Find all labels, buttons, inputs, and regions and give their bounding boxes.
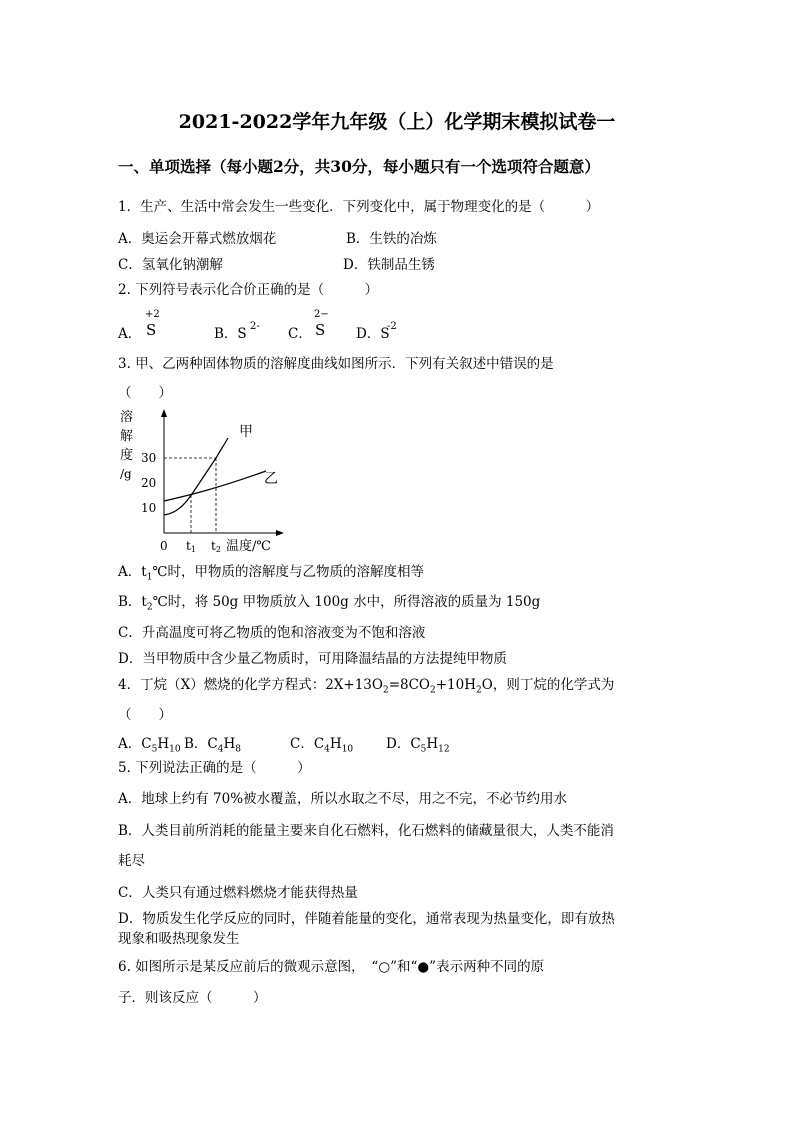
y-axis-label-2: 解 (120, 429, 134, 444)
q4-paren: （ ） (118, 707, 172, 723)
y-tick-20: 20 (141, 476, 157, 490)
q1-option-c: C．氢氧化钠潮解 (118, 257, 223, 273)
q3-paren: （ ） (118, 385, 172, 401)
q2-option-c-symbol: S (315, 321, 326, 339)
x-tick-t2: t2 (211, 539, 221, 554)
q1-option-d: D．铁制品生锈 (343, 257, 435, 273)
solubility-curve-figure (116, 405, 296, 560)
q5-option-b-line1: B．人类目前所消耗的能量主要来自化石燃料，化石燃料的储藏量很大，人类不能消 (118, 823, 614, 839)
curve-label-yi: 乙 (264, 471, 278, 487)
q2-option-a-symbol: S (146, 321, 157, 339)
q1-stem: 1．生产、生活中常会发生一些变化．下列变化中，属于物理变化的是（ ） (118, 199, 600, 215)
x-axis-arrow (276, 530, 284, 536)
q6-stem-line1: 6. 如图所示是某反应前后的微观示意图， “○”和“●”表示两种不同的原 (118, 959, 545, 975)
q6-stem-line2: 子．则该反应（ ） (118, 990, 267, 1006)
q5-stem: 5. 下列说法正确的是（ ） (118, 760, 311, 776)
q3-option-b: B．$t_2℃$时，将 50g 甲物质放入 100g 水中，所得溶液的质量为 150g (118, 594, 541, 613)
y-axis-label-4: /g (120, 467, 132, 481)
curve-jia (164, 438, 228, 515)
q4-option-a: A．$C_5H_{10}$ (118, 736, 181, 755)
curve-yi (164, 471, 266, 501)
q3-option-a: A．$t_1℃$时，甲物质的溶解度与乙物质的溶解度相等 (118, 564, 425, 583)
x-tick-0: 0 (160, 539, 168, 553)
q1-option-a: A．奥运会开幕式燃放烟花 (118, 231, 277, 247)
q3-stem: 3. 甲、乙两种固体物质的溶解度曲线如图所示．下列有关叙述中错误的是 (118, 356, 554, 372)
q2-stem: 2. 下列符号表示化合价正确的是（ ） (118, 282, 379, 298)
y-tick-10: 10 (141, 501, 157, 515)
x-tick-t1: t1 (186, 539, 196, 554)
q4-option-b: B．$C_4H_8$ (184, 736, 241, 755)
q4-stem: 4．丁烷（X）燃烧的化学方程式：$2X+13O_2=8CO_2+10H_2O$，则丁烷的化学式为 (118, 677, 615, 696)
q5-option-d-line1: D．物质发生化学反应的同时，伴随着能量的变化，通常表现为热量变化，即有放热 (118, 911, 615, 927)
q2-option-c-charge: 2− (314, 309, 329, 320)
curve-label-jia: 甲 (239, 424, 253, 440)
q5-option-d-line2: 现象和吸热现象发生 (118, 931, 240, 947)
y-axis-arrow (161, 409, 167, 417)
q2-option-b-charge: 2- (250, 321, 260, 332)
q4-option-c: C．$C_4H_{10}$ (290, 736, 354, 755)
q1-option-b: B．生铁的冶炼 (346, 231, 437, 247)
q5-option-b-line2: 耗尽 (118, 853, 145, 869)
q5-option-a: A．地球上约有 70%被水覆盖，所以水取之不尽，用之不完，不必节约用水 (118, 791, 568, 807)
page-title: 2021-2022学年九年级（上）化学期末模拟试卷一 (178, 111, 616, 133)
q2-option-a-label: A． (118, 326, 142, 342)
q2-option-b-label: B．S (214, 326, 247, 342)
q5-option-c: C．人类只有通过燃料燃烧才能获得热量 (118, 885, 358, 901)
section-heading: 一、单项选择（每小题2分，共30分，每小题只有一个选项符合题意） (118, 157, 600, 176)
q2-option-d-label: D．S (356, 326, 390, 342)
y-axis-label-1: 溶 (120, 410, 134, 425)
q4-option-d: D．$C_5H_{12}$ (386, 736, 450, 755)
q3-option-c: C．升高温度可将乙物质的饱和溶液变为不饱和溶液 (118, 625, 426, 641)
q3-option-d: D．当甲物质中含少量乙物质时，可用降温结晶的方法提纯甲物质 (118, 651, 507, 667)
q2-option-d-charge: -2 (387, 321, 397, 332)
x-axis-label: 温度/℃ (226, 539, 271, 554)
q2-option-c-label: C． (288, 326, 312, 342)
y-axis-label-3: 度 (120, 448, 134, 463)
q2-option-a-valence: +2 (145, 309, 160, 320)
y-tick-30: 30 (141, 451, 157, 465)
